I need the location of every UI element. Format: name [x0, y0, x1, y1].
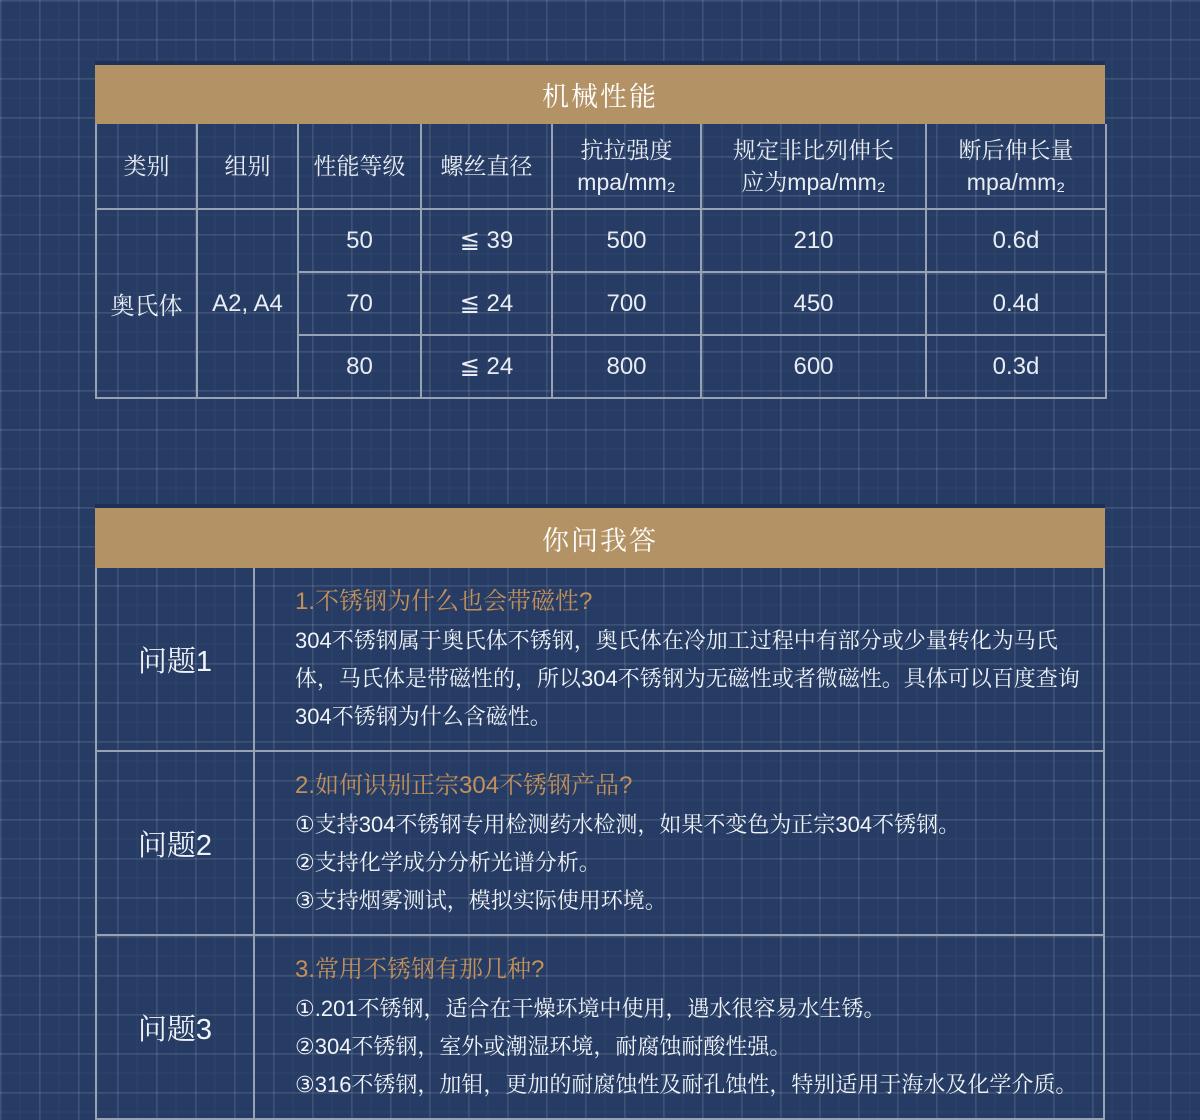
cell-grade: 70: [298, 272, 421, 335]
answer-line: ②304不锈钢，室外或潮湿环境，耐腐蚀耐酸性强。: [295, 1034, 792, 1059]
cell-diameter: ≦ 24: [421, 335, 552, 398]
header-cell-category: 类别: [96, 124, 197, 209]
cell-elongation-after-fracture: 0.6d: [926, 209, 1106, 272]
question-3-answer: [295, 990, 1091, 1104]
cell-elongation-after-fracture: 0.4d: [926, 272, 1106, 335]
answer-line: ①.201不锈钢，适合在干燥环境中使用，遇水很容易水生锈。: [295, 996, 886, 1021]
cell-tensile-strength: 700: [552, 272, 701, 335]
question-3-content: [255, 936, 1103, 1118]
header-cell-non-proportional-elongation: 规定非比列伸长 应为mpa/mm₂: [701, 124, 926, 209]
question-3-label: 问题3: [97, 936, 255, 1118]
cell-grade: 80: [298, 335, 421, 398]
qa-row-question-3: [97, 934, 1103, 1118]
cell-tensile-strength: 800: [552, 335, 701, 398]
header-cell-tensile-strength: 抗拉强度 mpa/mm₂: [552, 124, 701, 209]
question-2-content: [255, 752, 1103, 934]
mechanical-properties-panel: [95, 61, 1105, 399]
question-2-title: 2.如何识别正宗304不锈钢产品?: [295, 772, 633, 799]
header-cell-grade: 性能等级: [298, 124, 421, 209]
cell-diameter: ≦ 39: [421, 209, 552, 272]
question-3-title: 3.常用不锈钢有那几种?: [295, 956, 545, 983]
qa-panel: [95, 504, 1105, 1120]
cell-non-proportional-elongation: 450: [701, 272, 926, 335]
cell-grade: 50: [298, 209, 421, 272]
question-1-title: 1.不锈钢为什么也会带磁性?: [295, 588, 593, 615]
question-1-content: [255, 568, 1103, 750]
cell-tensile-strength: 500: [552, 209, 701, 272]
mechanical-properties-title-bar: [95, 61, 1105, 124]
mechanical-properties-table: [95, 124, 1107, 399]
qa-title-bar: [95, 504, 1105, 568]
answer-line: ③支持烟雾测试，模拟实际使用环境。: [295, 888, 667, 913]
header-cell-diameter: 螺丝直径: [421, 124, 552, 209]
answer-line: ③316不锈钢，加钼，更加的耐腐蚀性及耐孔蚀性，特别适用于海水及化学介质。: [295, 1072, 1078, 1097]
answer-line: ①支持304不锈钢专用检测药水检测，如果不变色为正宗304不锈钢。: [295, 812, 961, 837]
mechanical-properties-title: 机械性能: [542, 82, 658, 112]
cell-group: A2, A4: [197, 209, 298, 398]
header-cell-elongation-after-fracture: 断后伸长量 mpa/mm₂: [926, 124, 1106, 209]
answer-line: ②支持化学成分分析光谱分析。: [295, 850, 601, 875]
cell-diameter: ≦ 24: [421, 272, 552, 335]
question-2-answer: [295, 806, 1091, 920]
qa-title: 你问我答: [542, 525, 658, 556]
cell-elongation-after-fracture: 0.3d: [926, 335, 1106, 398]
question-1-label: 问题1: [97, 568, 255, 750]
qa-row-question-2: [97, 750, 1103, 934]
qa-body: [95, 568, 1105, 1120]
cell-non-proportional-elongation: 600: [701, 335, 926, 398]
table-header-row: [96, 124, 1106, 209]
table-row: [96, 209, 1106, 272]
answer-line: 304不锈钢属于奥氏体不锈钢，奥氏体在冷加工过程中有部分或少量转化为马氏体，马氏体是带磁性的，所以304不锈钢为无磁性或者微磁性。具体可以百度查询304不锈钢为什么含磁性。: [295, 628, 1080, 729]
cell-category: 奥氏体: [96, 209, 197, 398]
question-2-label: 问题2: [97, 752, 255, 934]
header-cell-group: 组别: [197, 124, 298, 209]
qa-row-question-1: [97, 568, 1103, 750]
cell-non-proportional-elongation: 210: [701, 209, 926, 272]
question-1-answer: [295, 622, 1091, 736]
